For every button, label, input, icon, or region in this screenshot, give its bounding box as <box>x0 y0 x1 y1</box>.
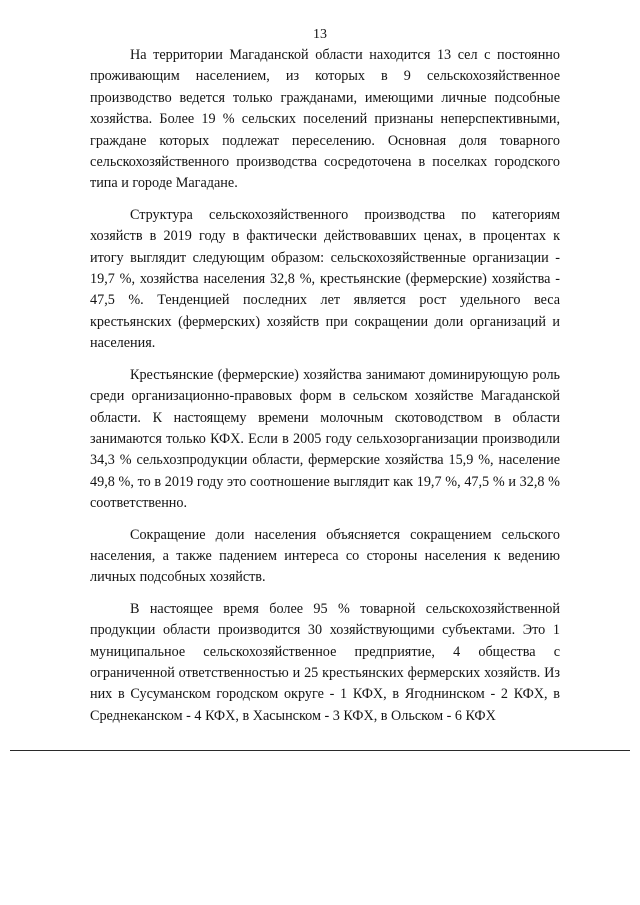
page-divider <box>10 750 630 751</box>
paragraph-population-decline: Сокращение доли населения объясняется сокращением сельского населения, а также падением интереса со стороны населения к ведению личных подсобных хозяйств. <box>90 526 560 586</box>
paragraph-production-structure: Структура сельскохозяйственного производства по категориям хозяйств в 2019 году в фактически действовавших ценах, в процентах к итогу выглядит следующим образом: сельскохозяйственные организации - 19,7 %, хозяйства населения 32,8 %, крестьянские (фермерские) хозяйства - 47,5 %. Тенденцией последних лет является рост удельного веса крестьянских (фермерских) хозяйств при сокращении доли организаций и населения. <box>90 206 560 352</box>
paragraph-villages: На территории Магаданской области находится 13 сел с постоянно проживающим населением, из которых в 9 сельскохозяйственное производство ведется только гражданами, имеющими личные подсобные хозяйства. Более 19 % сельских поселений признаны неперспективными, граждане которых подлежат переселению. Основная доля товарного сельскохозяйственного производства сосредоточена в поселках городского типа и городе Магадане. <box>90 47 560 192</box>
paragraph-farm-dominance: Крестьянские (фермерские) хозяйства занимают доминирующую роль среди организационно-правовых форм в сельском хозяйстве Магаданской области. К настоящему времени молочным скотоводством в области занимаются только КФХ. Если в 2005 году сельхозорганизации производили 34,3 % сельхозпродукции области, фермерские хозяйства 15,9 %, население 49,8 %, то в 2019 году это соотношение выглядит как 19,7 %, 47,5 % и 32,8 % соответственно. <box>90 366 560 512</box>
page-number: 13 <box>313 27 327 42</box>
paragraph-producers: В настоящее время более 95 % товарной сельскохозяйственной продукции области производится 30 хозяйствующими субъектами. Это 1 муниципальное сельскохозяйственное предприятие, 4 общества с ограниченной ответственностью и 25 крестьянских фермерских хозяйств. Из них в Сусуманском городском округе - 1 КФХ, в Ягоднинском - 2 КФХ, в Среднеканском - 4 КФХ, в Хасынском - 3 КФХ, в Ольском - 6 КФХ <box>90 600 560 724</box>
document-body <box>90 45 560 737</box>
